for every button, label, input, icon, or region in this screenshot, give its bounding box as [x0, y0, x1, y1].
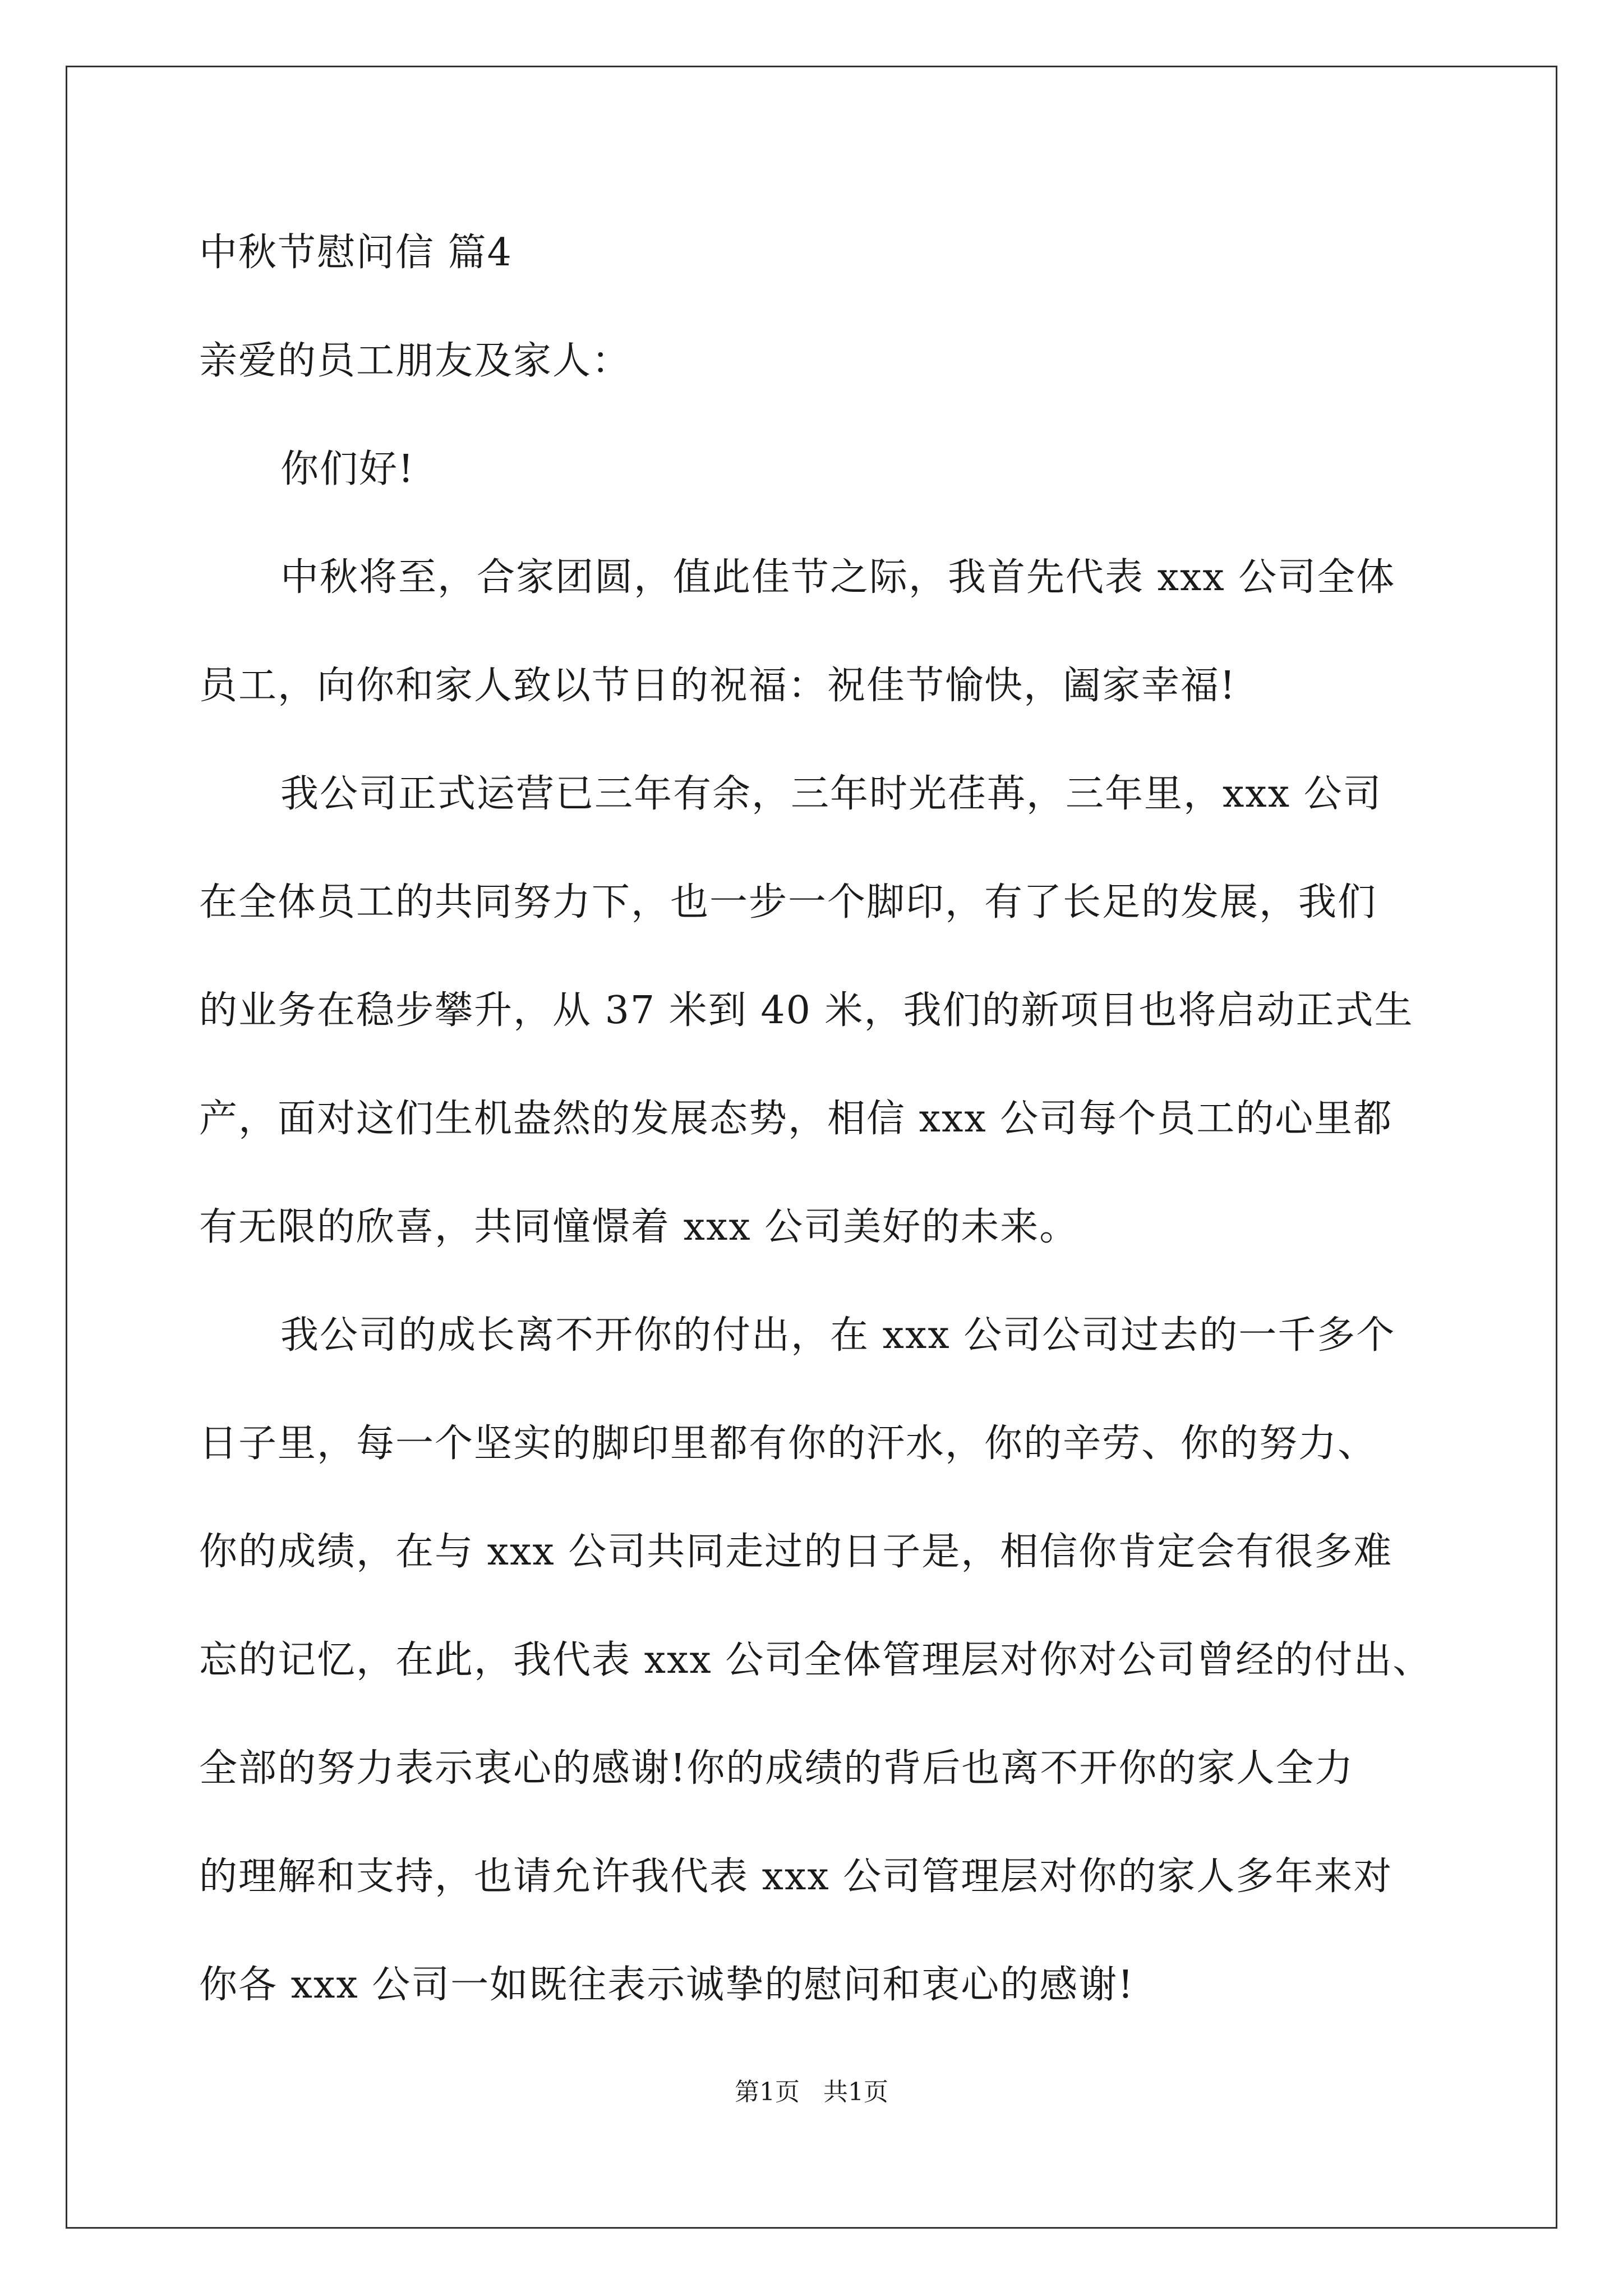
page-number: 第1页 共1页 [735, 2078, 888, 2106]
paragraph-line: 你的成绩，在与 xxx 公司共同走过的日子是，相信你肯定会有很多难 [199, 1530, 1393, 1574]
salutation: 亲爱的员工朋友及家人： [199, 339, 631, 383]
greeting: 你们好! [280, 447, 415, 491]
document-title: 中秋节慰问信 篇4 [199, 231, 513, 275]
page-border [66, 66, 1557, 2229]
paragraph-line: 有无限的欣喜，共同憧憬着 xxx 公司美好的未来。 [199, 1205, 1079, 1249]
paragraph-line: 我公司正式运营已三年有余，三年时光荏苒，三年里，xxx 公司 [280, 772, 1382, 816]
paragraph-line: 的业务在稳步攀升，从 37 米到 40 米，我们的新项目也将启动正式生 [199, 988, 1414, 1033]
paragraph-line: 中秋将至，合家团圆，值此佳节之际，我首先代表 xxx 公司全体 [280, 555, 1396, 600]
paragraph-line: 你各 xxx 公司一如既往表示诚挚的慰问和衷心的感谢! [199, 1963, 1135, 2007]
paragraph-line: 在全体员工的共同努力下，也一步一个脚印，有了长足的发展，我们 [199, 880, 1377, 924]
paragraph-line: 的理解和支持，也请允许我代表 xxx 公司管理层对你的家人多年来对 [199, 1855, 1393, 1899]
paragraph-line: 产，面对这们生机盎然的发展态势，相信 xxx 公司每个员工的心里都 [199, 1097, 1393, 1141]
paragraph-line: 日子里，每一个坚实的脚印里都有你的汗水，你的辛劳、你的努力、 [199, 1421, 1377, 1466]
paragraph-line: 全部的努力表示衷心的感谢!你的成绩的背后也离不开你的家人全力 [199, 1746, 1354, 1791]
paragraph-line: 忘的记忆，在此，我代表 xxx 公司全体管理层对你对公司曾经的付出、 [199, 1638, 1432, 1682]
paragraph-line: 员工，向你和家人致以节日的祝福：祝佳节愉快，阖家幸福! [199, 664, 1237, 708]
paragraph-line: 我公司的成长离不开你的付出，在 xxx 公司公司过去的一千多个 [280, 1313, 1396, 1358]
